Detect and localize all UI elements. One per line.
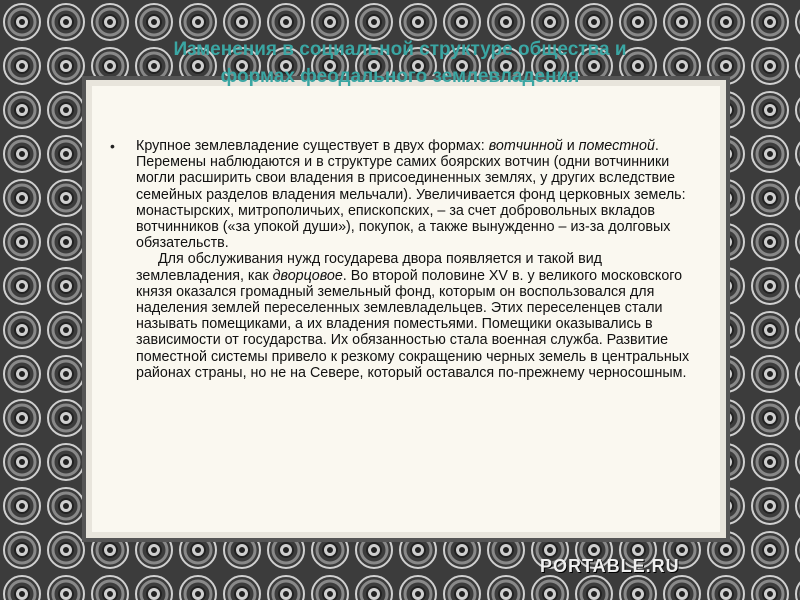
p1-text-a: Крупное землевладение существует в двух формах: bbox=[136, 138, 489, 154]
p1-emphasis-1: вотчинной bbox=[488, 138, 563, 154]
watermark-logo: PORTABLE.RU bbox=[540, 556, 680, 576]
p2-text-b: . Во второй половине XV в. у великого московского князя оказался громадный земельный фонд, которым он воспользовался для наделения землей переселенных землевладельцев. Этих переселенцев стали называть помещиками, а их владения поместьями. Помещики оказывались в зависимости от государства. Их обязанностью стала военная служба. Развитие поместной системы привело к резкому сокращению черных земель в центральных районах страны, но не на Севере, который оставался по-прежнему черносошным. bbox=[136, 267, 690, 381]
bullet-marker: • bbox=[110, 138, 115, 154]
p2-text-a: Для обслуживания нужд государева двора появляется и такой вид землевладения, как bbox=[136, 251, 603, 284]
bullet-paragraph bbox=[136, 138, 698, 381]
title-line-1: Изменения в социальной структуре общества и bbox=[173, 39, 627, 60]
title-line-2: формах феодального землевладения bbox=[220, 66, 580, 87]
p1-text-b: и bbox=[562, 138, 579, 154]
p1-emphasis-2: поместной bbox=[578, 138, 655, 154]
p1-text-c: . Перемены наблюдаются и в структуре самих боярских вотчин (одни вотчинники могли расширить свои владения в присоединенных землях, у других вследствие семейных разделов владения мельчали). Увеличивается фонд церковных земель: монастырских, митрополичьих, епископских, – за счет добровольных вкладов вотчинников («за упокой души»), покупок, а также вынужденно – из-за долговых обязательств. bbox=[136, 138, 686, 252]
p2-emphasis: дворцовое bbox=[272, 267, 343, 284]
slide-title bbox=[90, 36, 710, 90]
